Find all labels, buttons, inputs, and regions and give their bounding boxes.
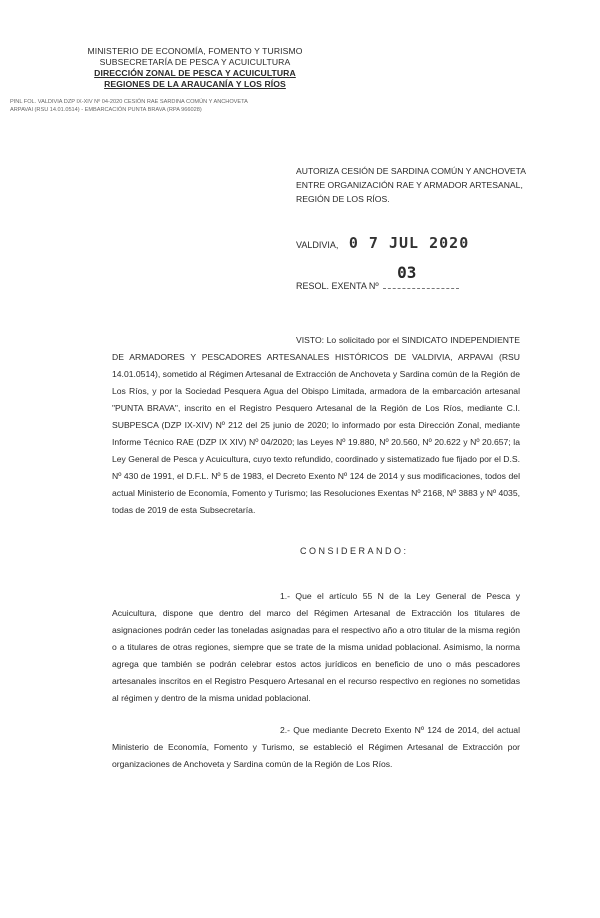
date-stamp: 0 7 JUL 2020 <box>348 234 470 252</box>
directorate-name: DIRECCIÓN ZONAL DE PESCA Y ACUICULTURA <box>94 68 296 78</box>
reference-line-2: ARPAVAI (RSU 14.01.0514) - EMBARCACIÓN PUNTA BRAVA (RPA 966028) <box>10 107 202 113</box>
considerando-item-1 <box>112 588 520 707</box>
reference-line-1: PINL FOL. VALDIVIA DZP IX-XIV Nº 04-2020 CESIÓN RAE SARDINA COMÚN Y ANCHOVETA <box>10 99 248 105</box>
visto-label: VISTO: <box>296 335 325 345</box>
considerando-item-2-text: 2.- Que mediante Decreto Exento Nº 124 de 2014, del actual Ministerio de Economía, Fomento y Turismo, se estableció el Régimen Artesanal de Extracción por organizaciones de Anchoveta y Sardina común de la Región de Los Ríos. <box>112 725 520 769</box>
visto-paragraph <box>112 332 520 519</box>
date-place: VALDIVIA, <box>296 240 339 250</box>
resolution-label: RESOL. EXENTA Nº <box>296 281 379 291</box>
visto-text: Lo solicitado por el SINDICATO INDEPENDIENTE DE ARMADORES Y PESCADORES ARTESANALES HISTÓRICOS DE VALDIVIA, ARPAVAI (RSU 14.01.0514), sometido al Régimen Artesanal de Extracción de Anchoveta y Sardina común de la Región de Los Ríos, y por la Sociedad Pesquera Agua del Obispo Limitada, armadora de la embarcación artesanal "PUNTA BRAVA", inscrito en el Registro Pesquero Artesanal de la Región de Los Ríos, mediante C.I. SUBPESCA (DZP IX-XIV) Nº 212 del 25 junio de 2020; lo informado por esta Dirección Zonal, mediante Informe Técnico RAE (DZP IX XIV) Nº 04/2020; las Leyes Nº 19.880, Nº 20.560, Nº 20.622 y Nº 20.657; la Ley General de Pesca y Acuicultura, cuyo texto refundido, coordinado y sistematizado fue fijado por el D.S. Nº 430 de 1991, el D.F.L. Nº 5 de 1983, el Decreto Exento Nº 124 de 2014 y sus modificaciones, todos del actual Ministerio de Economía, Fomento y Turismo; las Resoluciones Exentas Nº 2168, Nº 3883 y Nº 4035, todas de 2019 de esta Subsecretaría. <box>112 335 520 515</box>
resolution-number-field <box>383 263 459 289</box>
subsecretariat-name: SUBSECRETARÍA DE PESCA Y ACUICULTURA <box>99 57 291 67</box>
ministry-name: MINISTERIO DE ECONOMÍA, FOMENTO Y TURISMO <box>87 46 303 56</box>
resolution-subject: AUTORIZA CESIÓN DE SARDINA COMÚN Y ANCHOVETA ENTRE ORGANIZACIÓN RAE Y ARMADOR ARTESANAL, REGIÓN DE LOS RÍOS. <box>296 166 526 204</box>
reference-block <box>10 98 310 114</box>
considerando-item-2 <box>112 722 520 773</box>
resolution-number: 03 <box>397 263 417 282</box>
considerando-heading: CONSIDERANDO: <box>300 546 409 556</box>
letterhead <box>60 46 330 90</box>
regions-name: REGIONES DE LA ARAUCANÍA Y LOS RÍOS <box>104 79 286 89</box>
resolution-number-line <box>296 263 459 291</box>
date-line <box>296 234 469 252</box>
considerando-item-1-text: 1.- Que el artículo 55 N de la Ley General de Pesca y Acuicultura, dispone que dentro del marco del Régimen Artesanal de Extracción los titulares de asignaciones podrán ceder las toneladas asignadas para el respectivo año a otro titular de la misma región o a titulares de otras regiones, siempre que se trate de la misma unidad poblacional. Asimismo, la norma agrega que también se podrán celebrar estos actos jurídicos en beneficio de uno o más pescadores artesanales inscritos en el Registro Pesquero Artesanal en el recurso respectivo en regiones no sometidas al régimen y dentro de la misma unidad poblacional. <box>112 591 520 703</box>
